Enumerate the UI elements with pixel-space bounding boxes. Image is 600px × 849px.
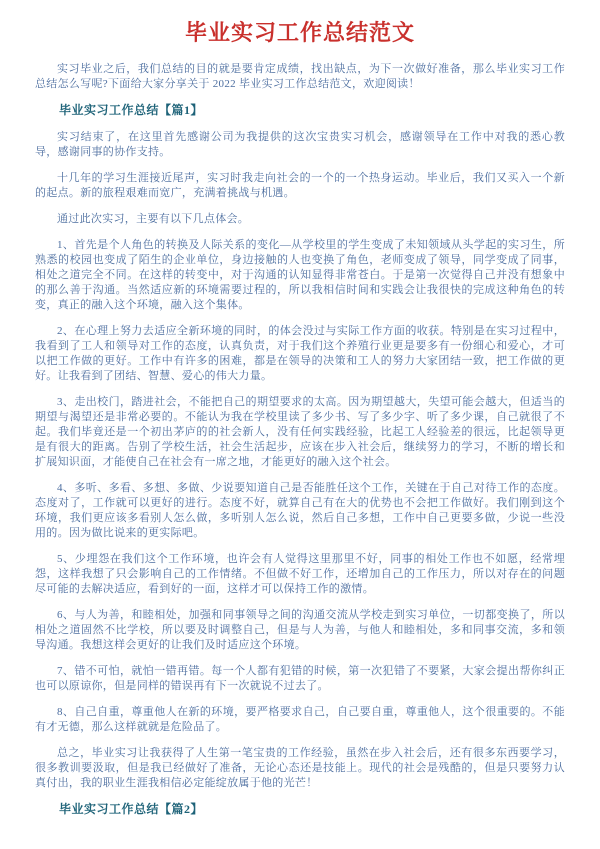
body-paragraph: 1、首先是个人角色的转换及人际关系的变化—从学校里的学生变成了未知领域从头学起的实习生，所熟悉的校园也变成了陌生的企业单位，身边接触的人也变换了角色，老师变成了领导，同学变成了同事，相处之道完全不同。在这样的转变中，对于沟通的认知显得非常苍白。于是第一次觉得自己并没有想象中的那么善于沟通。当然适应新的环境需要过程的，所以我相信时间和实践会让我很快的完成这种角色的转变，真正的融入这个环境，融入这个集体。: [35, 239, 565, 311]
body-paragraph: 2、在心理上努力去适应全新环境的同时，的体会没过与实际工作方面的收获。特别是在实习过程中，我看到了工人和领导对工作的态度，认真负责，对于我们这个养殖行业更是要多有一份细心和爱心，才可以把工作做的更好。工作中有许多的困难，都是在领导的决策和工人的努力大家团结一致，把工作做的更好。让我看到了团结、智慧、爱心的伟大力量。: [35, 325, 565, 382]
body-paragraph: 总之，毕业实习让我获得了人生第一笔宝贵的工作经验，虽然在步入社会后，还有很多东西要学习，很多教训要汲取，但是我已经做好了准备，无论心态还是技能上。现代的社会是残酷的，但是只要努力认真付出，我的职业生涯我相信必定能绽放属于他的光芒！: [35, 747, 565, 789]
body-paragraph: 5、少埋怨在我们这个工作环境，也许会有人觉得这里那里不好，同事的相处工作也不如愿，经常埋怨，这样我想了只会影响自己的工作情绪。不但做不好工作，还增加自己的工作压力，所以对存在的问题尽可能的去解决适应，看到好的一面，这样才可以保持工作的激情。: [35, 553, 565, 595]
section-1-heading: 毕业实习工作总结【篇1】: [59, 103, 204, 117]
section-2-heading: 毕业实习工作总结【篇2】: [59, 802, 204, 816]
page-title: 毕业实习工作总结范文: [184, 20, 415, 45]
body-paragraph: 7、错不可怕，就怕一错再错。每一个人都有犯错的时候，第一次犯错了不要紧，大家会提出帮你纠正也可以原谅你，但是同样的错误再有下一次就说不过去了。: [35, 665, 565, 692]
intro-paragraph: 实习毕业之后，我们总结的目的就是要肯定成绩，找出缺点，为下一次做好准备，那么毕业实习工作总结怎么写呢?下面给大家分享关于 2022 毕业实习工作总结范文，欢迎阅读！: [35, 63, 565, 90]
body-paragraph: 4、多听、多看、多想、多做、少说要知道自己是否能胜任这个工作，关键在于自己对待工作的态度。态度对了，工作就可以更好的进行。态度不好，就算自己有在大的优势也不会把工作做好。我们刚到这个环境，我们更应该多看别人怎么做，多听别人怎么说，然后自己多想，工作中自己更要多做，少说一些没用的。因为做比说来的更实际吧。: [35, 482, 565, 539]
body-paragraph: 8、自己自重，尊重他人在新的环境，要严格要求自己，自己要自重，尊重他人，这个很重要的。不能有才无德，那么这样就就是危险品了。: [35, 706, 565, 733]
body-paragraph: 6、与人为善，和睦相处，加强和同事领导之间的沟通交流从学校走到实习单位，一切都变换了，所以相处之道固然不比学校，所以要及时调整自己，但是与人为善，与他人和睦相处，多和同事交流，多和领导沟通。我想这样会更好的让我们及时适应这个环境。: [35, 609, 565, 651]
body-paragraph: 3、走出校门，踏进社会，不能把自己的期望要求的太高。因为期望越大，失望可能会越大，但适当的期望与渴望还是非常必要的。不能认为我在学校里读了多少书、写了多少字、听了多少课，自己就很了不起。我们毕竟还是一个初出茅庐的的社会新人，没有任何实践经验，比起工人经验差的很远，比起领导更是有很大的距离。告别了学校生活，社会生活起步，应该在步入社会后，继续努力的学习，不断的增长和扩展知识面，才能使自己在社会有一席之地，才能更好的融入这个社会。: [35, 396, 565, 468]
body-paragraph: 通过此次实习，主要有以下几点体会。: [57, 213, 250, 225]
body-paragraph: 十几年的学习生涯接近尾声，实习时我走向社会的一个的一个热身运动。毕业后，我们又买入一个新的起点。新的旅程艰难而宽广，充满着挑战与机遇。: [35, 172, 565, 199]
body-paragraph: 实习结束了，在这里首先感谢公司为我提供的这次宝贵实习机会，感谢领导在工作中对我的悉心教导，感谢同事的协作支持。: [35, 131, 565, 158]
